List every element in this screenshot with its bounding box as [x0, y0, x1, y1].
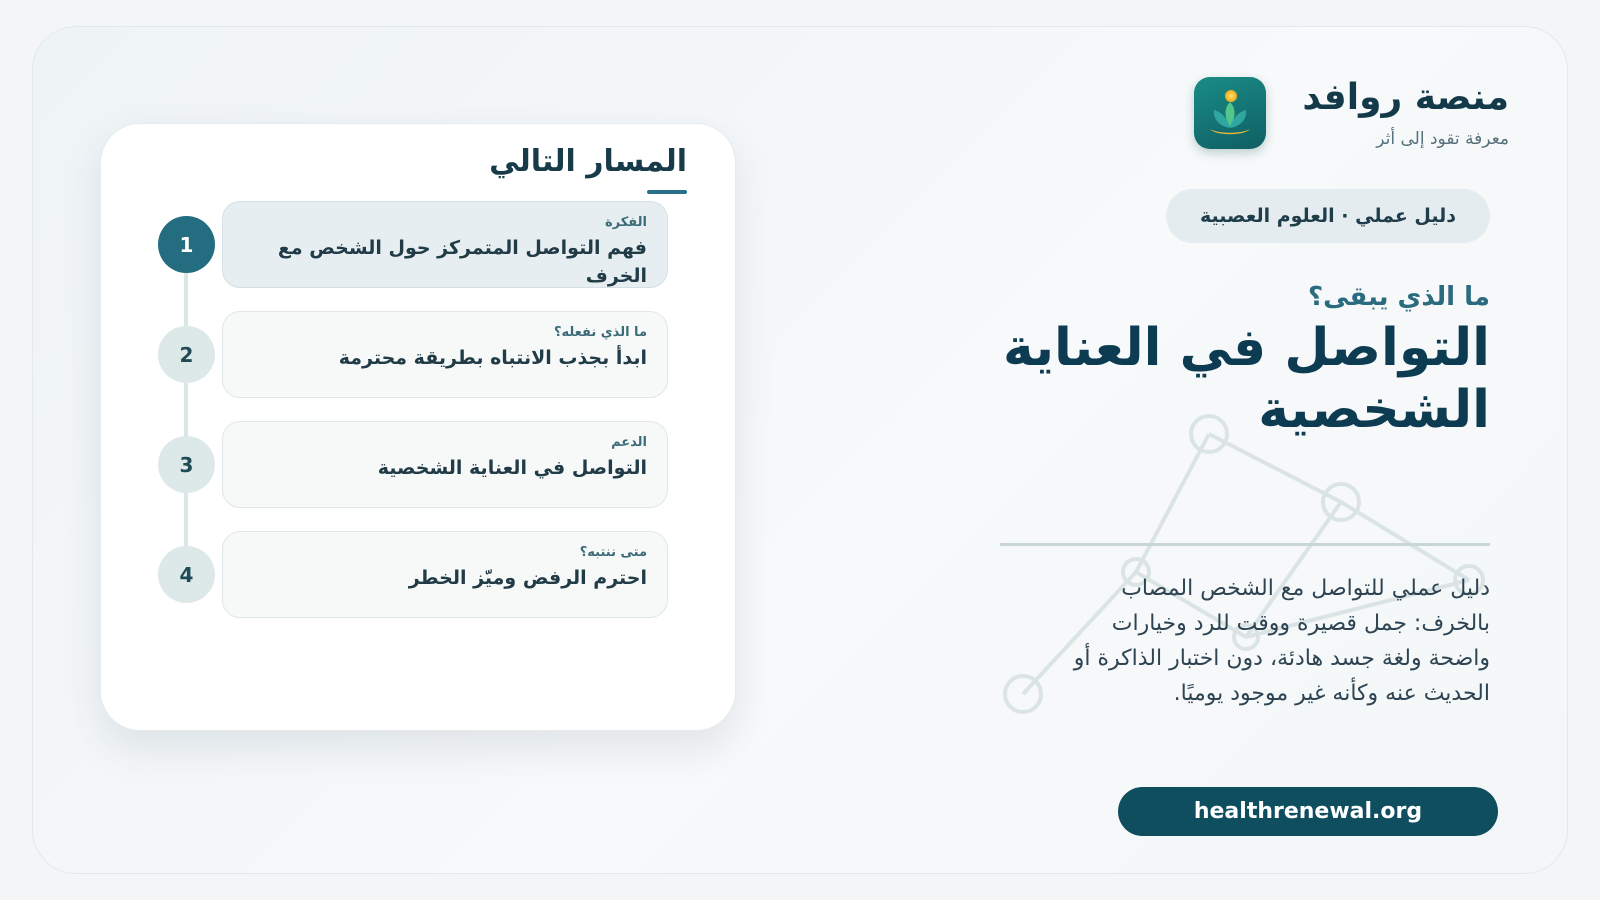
- step-number-2: 2: [158, 326, 215, 383]
- step-number-3: 3: [158, 436, 215, 493]
- title-underline: [647, 190, 687, 194]
- step-text: فهم التواصل المتمركز حول الشخص مع الخرف: [277, 237, 647, 287]
- step-label: الدعم: [611, 435, 647, 450]
- brand-name: منصة روافد: [1302, 77, 1509, 119]
- step-text: التواصل في العناية الشخصية: [377, 457, 647, 479]
- brand-text: [1302, 77, 1509, 148]
- step-item-1[interactable]: [222, 201, 668, 288]
- description: دليل عملي للتواصل مع الشخص المصاب بالخرف: جمل قصيرة ووقت للرد وخيارات واضحة ولغة جسد هادئة، دون اختبار الذاكرة أو الحديث عنه وكأنه غير موجود يوميًا.: [1073, 576, 1490, 706]
- category-tag: دليل عملي · العلوم العصبية: [1166, 189, 1490, 243]
- eyebrow-text: ما الذي يبقى؟: [1308, 282, 1490, 312]
- step-number-4: 4: [158, 546, 215, 603]
- step-label: متى ننتبه؟: [579, 545, 647, 560]
- brand-tagline: معرفة تقود إلى أثر: [1376, 128, 1509, 149]
- slide-frame: [32, 26, 1568, 874]
- step-text: ابدأ بجذب الانتباه بطريقة محترمة: [338, 347, 647, 369]
- card-title: المسار التالي: [489, 144, 687, 179]
- divider: [1000, 543, 1490, 546]
- next-path-card: [100, 123, 736, 731]
- step-label: ما الذي نفعله؟: [553, 325, 647, 340]
- step-item-3[interactable]: [222, 421, 668, 508]
- step-item-4[interactable]: [222, 531, 668, 618]
- brand-header: [1194, 77, 1509, 149]
- step-text: احترم الرفض وميّز الخطر: [408, 567, 647, 589]
- step-label: الفكرة: [604, 215, 647, 230]
- step-number-1: 1: [158, 216, 215, 273]
- website-button[interactable]: healthrenewal.org: [1118, 787, 1498, 836]
- lotus-sun-icon: [1194, 77, 1266, 149]
- page-title: التواصل في العناية الشخصية: [1002, 318, 1490, 440]
- step-item-2[interactable]: [222, 311, 668, 398]
- steps-connector: [184, 254, 188, 594]
